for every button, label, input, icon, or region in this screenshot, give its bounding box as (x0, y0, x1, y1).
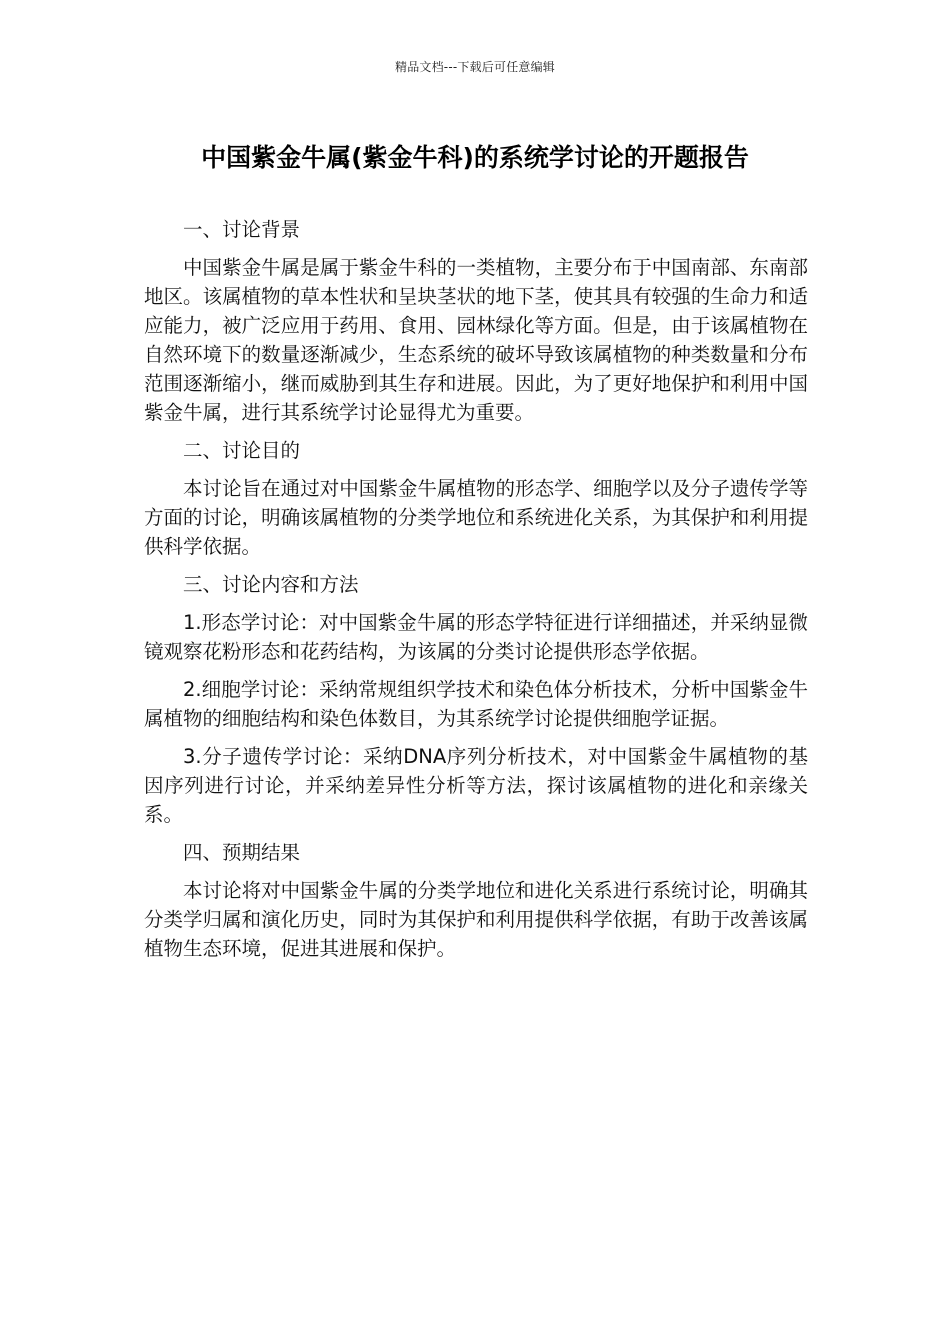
header-note: 精品文档---下载后可任意编辑 (395, 60, 555, 74)
section-heading-expected-results: 四、预期结果 (183, 841, 301, 864)
paragraph-expected-results: 本讨论将对中国紫金牛属的分类学地位和进化关系进行系统讨论，明确其分类学归属和演化历史，同时为其保护和利用提供科学依据，有助于改善该属植物生态环境，促进其进展和保护。 (144, 879, 808, 960)
section-heading-background: 一、讨论背景 (183, 218, 301, 241)
document-title: 中国紫金牛属(紫金牛科)的系统学讨论的开题报告 (201, 143, 749, 172)
paragraph-cytology: 2.细胞学讨论：采纳常规组织学技术和染色体分析技术，分析中国紫金牛属植物的细胞结构和染色体数目，为其系统学讨论提供细胞学证据。 (144, 678, 808, 730)
paragraph-purpose: 本讨论旨在通过对中国紫金牛属植物的形态学、细胞学以及分子遗传学等方面的讨论，明确该属植物的分类学地位和系统进化关系，为其保护和利用提供科学依据。 (144, 477, 808, 558)
document-body (144, 215, 808, 972)
paragraph-morphology: 1.形态学讨论：对中国紫金牛属的形态学特征进行详细描述，并采纳显微镜观察花粉形态和花药结构，为该属的分类讨论提供形态学依据。 (144, 611, 808, 663)
section-heading-content-methods: 三、讨论内容和方法 (183, 573, 359, 596)
paragraph-molecular-genetics: 3.分子遗传学讨论：采纳DNA序列分析技术，对中国紫金牛属植物的基因序列进行讨论，并采纳差异性分析等方法，探讨该属植物的进化和亲缘关系。 (144, 745, 808, 826)
paragraph-background: 中国紫金牛属是属于紫金牛科的一类植物，主要分布于中国南部、东南部地区。该属植物的草本性状和呈块茎状的地下茎，使其具有较强的生命力和适应能力，被广泛应用于药用、食用、园林绿化等方面。但是，由于该属植物在自然环境下的数量逐渐减少，生态系统的破坏导致该属植物的种类数量和分布范围逐渐缩小，继而威胁到其生存和进展。因此，为了更好地保护和利用中国紫金牛属，进行其系统学讨论显得尤为重要。 (144, 256, 808, 424)
section-heading-purpose: 二、讨论目的 (183, 439, 301, 462)
